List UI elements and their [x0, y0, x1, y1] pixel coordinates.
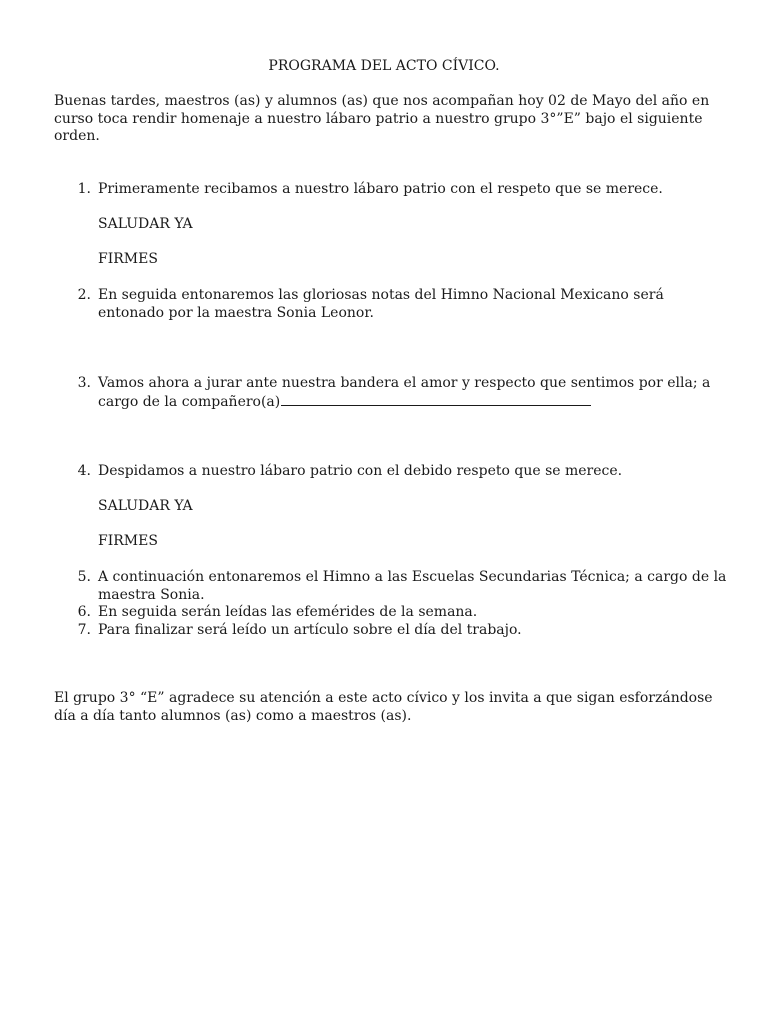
command-attention: FIRMES: [98, 533, 158, 549]
list-item-text: En seguida serán leídas las efemérides de la semana.: [98, 604, 478, 620]
list-item-text: Para finalizar será leído un artículo sobre el día del trabajo.: [98, 622, 522, 638]
list-item-number: 4.: [77, 463, 91, 479]
list-item-text: Despidamos a nuestro lábaro patrio con el debido respeto que se merece.: [98, 463, 623, 479]
closing-paragraph: El grupo 3° “E” agradece su atención a este acto cívico y los invita a que sigan esforzándose día a día tanto alumnos (as) como a maestros (as).: [54, 690, 713, 724]
list-item-text: A continuación entonaremos el Himno a las Escuelas Secundarias Técnica; a cargo de la maestra Sonia.: [98, 569, 727, 603]
signature-blank-line: [281, 393, 591, 406]
list-item-text: Primeramente recibamos a nuestro lábaro patrio con el respeto que se merece.: [98, 181, 663, 197]
command-attention: FIRMES: [98, 251, 158, 267]
document-title: PROGRAMA DEL ACTO CÍVICO.: [268, 58, 500, 74]
list-item-number: 3.: [77, 375, 91, 391]
list-item-number: 7.: [77, 622, 91, 638]
list-item-text: Vamos ahora a jurar ante nuestra bandera el amor y respecto que sentimos por ella; a cargo de la compañero(a): [98, 375, 711, 410]
intro-paragraph: Buenas tardes, maestros (as) y alumnos (as) que nos acompañan hoy 02 de Mayo del año en curso toca rendir homenaje a nuestro lábaro patrio a nuestro grupo 3°”E” bajo el siguiente orden.: [54, 93, 710, 144]
list-item-number: 1.: [77, 181, 91, 197]
command-salute: SALUDAR YA: [98, 216, 193, 232]
list-item-text: En seguida entonaremos las gloriosas notas del Himno Nacional Mexicano será entonado por la maestra Sonia Leonor.: [98, 287, 664, 321]
command-salute: SALUDAR YA: [98, 498, 193, 514]
list-item-number: 6.: [77, 604, 91, 620]
list-item-number: 2.: [77, 287, 91, 303]
list-item-text-wrap: [98, 375, 728, 411]
list-item-number: 5.: [77, 569, 91, 585]
